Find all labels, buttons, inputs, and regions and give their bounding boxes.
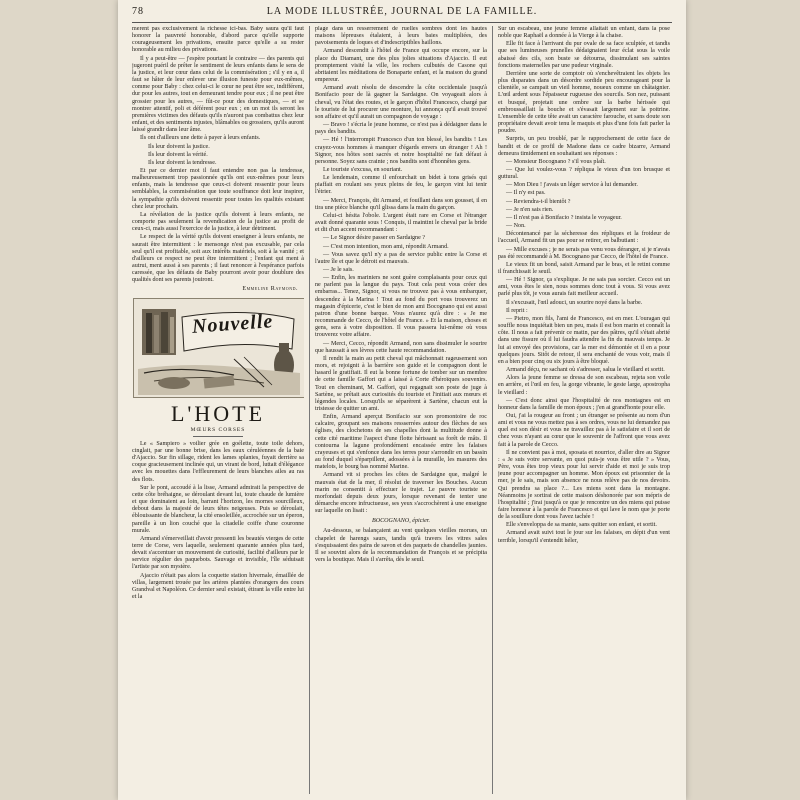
column-2 [315,26,487,794]
paragraph: Armand vit si proches les côtes de Sardaigne que, malgré le mauvais état de la mer, il résolut de traverser les Bouches. Aucun marin ne consentit à effectuer le trajet. Le pauvre touriste se morfondait depuis deux jours, lorsque revenant de tenter une démarche encore infructueuse, ses yeux s'accrochèrent à une enseigne sur laquelle on lisait : [315,472,487,515]
paragraph: — Bravo ! s'écria le jeune homme, ce n'est pas à dédaigner dans le pays des bandits. [315,122,487,136]
paragraph: Il ne convient pas à moi, sposata et nourrice, d'aller dire au Signor : « Je suis votre servante, en quoi puis-je vous être utile ? » Vous, Père, vous êtes trop vieux pour lui servir d'aide et moi je suis trop jeune pour accompagner un homme. Mon époux est prisonnier de la mer, je le sais, mais son absence ne nous relève pas de nos devoirs. Qui prendra sa place ?... Les miens sont dans la montagne. Néanmoins je sortirai de cette maison déshonorée par son mépris de l'hospitalité ; j'irai jusqu'à ce que je rencontre un des miens qui puisse faire honneur à la parole de Francesco et qui lave le nom que je porte de la souillure dont vous l'avez tachée ! [498,449,670,521]
paragraph: — Je le sais. [323,267,354,273]
magazine-page [118,0,686,800]
running-title: LA MODE ILLUSTRÉE, JOURNAL DE LA FAMILLE. [266,6,538,17]
paragraph: Au-dessous, se balançaient au vent quelques vieilles morues, un chapelet de harengs saurs, tandis qu'à travers les vitres sales s'esquissaient des pains de savon et des paquets de chandelles jaunies. Il se souvint alors de la recommandation de François et se précipita vers la boutique. Mais il s'arrêta, dès le seuil. [315,528,487,564]
paragraph: Alors la jeune femme se dressa de son escabeau, rejeta son voile en arrière, et l'œil en feu, la gorge vibrante, le geste large, apostropha le vieillard : [498,375,670,396]
paragraph: — Il n'y est pas. [506,190,546,197]
paragraph: Il s'excusait, l'œil adouci, un sourire noyé dans la barbe. [506,299,643,306]
column-rule [309,26,310,794]
paragraph: — Que lui voulez-vous ? répliqua le vieux d'un ton brusque et guttural. [498,166,670,181]
paragraph: — Merci, Cecco, répondit Armand, non sans dissimuler le sourire que haussait à ses lèvres cette haute recommandation. [315,340,487,354]
title-rule [193,436,243,437]
paragraph: Il reprit : [506,307,528,314]
paragraph: Décontenancé par la sécheresse des répliques et la froideur de l'accueil, Armand fit un pas pour se retirer, en balbutiant : [498,231,670,245]
paragraph: Sur le pont, accoudé à la lisse, Armand admirait la perspective de cette côte bréhaigne, se déroulant devant lui, toute chaude de lumière et que dominaient au loin, barrant l'horizon, les mornes sourcilleux, debout dans la majesté de leurs têtes neigeuses. Puis se déroulait, éblouissante de blancheur, la cité ensoleillée, accrochée sur un éperon, pareille à un lion couché que la citadelle coiffe d'une couronne murale. [132,484,304,534]
paragraph: Celui-ci hésita l'obole. L'argent était rare en Corse et l'étranger avait donné quarante sous ! Conquis, il maintint le cheval par la bride et dit d'un accent recommandant : [315,212,487,234]
column-3 [498,26,670,794]
page-number: 78 [132,6,144,17]
illustration-word-nouvelle: Nouvelle [191,309,274,338]
paragraph: Elle fit face à l'arrivant du pur ovale de sa face sculptée, et tandis que ses lumineuses prunelles dédaignaient leur éclat sous la voile abaissé des cils, son buste se détourna, dissimulant ses saintes fonctions maternelles par une pudeur virginale. [498,41,670,69]
paragraph: Ils leur doivent la tendresse. [148,159,217,166]
paragraph: Armand avait suivi tout le jour sur les falaises, en dépit d'un vent terrible, lorsqu'il s'entendit héler, [498,530,670,544]
paragraph: — Hé ! Signor, ça s'explique. Je ne sais pas sorcier. Cecco est un ami, vous êtes le sien, nous sommes donc tout à vous. Si vous avez parlé plus tôt, je vous aurais fait meilleur accueil. [498,277,670,298]
paragraph: — Non. [506,223,526,230]
paragraph: — Pietro, mon fils, l'ami de Francesco, est en mer. L'ouragan qui souffle nous inquiétait bien un peu, mais il est bon marin et connaît la côte. Il nous a fait prévenir ce matin, par des pâtres, qu'il s'était abrité dans une fissure où il lui faudra attendre la fin du mauvais temps. Je lui ai envoyé des provisions, car la mer est démontée et il en a pour quelques jours. Sitôt de retour, il sera enchanté de vous voir, mais il en a bien pour cinq ou six jours à être bloqué. [498,315,670,365]
paragraph: Oui, j'ai la rougeur au front ; un étranger se présente au nom d'un ami et vous ne vous mettez pas à ses ordres, vous ne lui demandez pas quel est son désir et vous ne travaillez pas à le satisfaire et il sort de chez vous n'ayant au cœur que le souvenir de l'affront que vous avez fait à la parole de Cecco. [498,412,670,448]
paragraph: — Le Signor désire passer en Sardaigne ? [323,235,426,242]
paragraph: Ils leur doivent la vérité. [148,151,208,158]
story-subtitle: MŒURS CORSES [190,426,246,433]
paragraph: — Vous savez qu'il n'y a pas de service public entre la Corse et l'autre île et que le détroit est mauvais. [315,251,487,265]
paragraph: — Enfin, les mariniers ne sont guère complaisants pour ceux qui ne parlent pas la langue du pays. Tout cela peut vous créer des embarras... Tenez, Signor, si vous ne trouvez pas à vous embarquer, descendez à la Marina ! Tout au fond du port vous trouverez un magasin d'épicerie, c'est le bien de mon ami Bocognano qui est aussi patron d'une bonne barque. Vous n'aurez qu'à dire : « Je me recommande de Cecco, de l'hôtel de France. » Et la maison, choses et gens, sera à votre disposition. Il vous passera lui-même où vous trouverez votre affaire. [315,275,487,339]
paragraph: Le vieux fit un bond, saisit Armand par le bras, et le retint comme il franchissait le seuil. [498,261,670,275]
paragraph: — Merci, François, dit Armand, et fouillant dans son gousset, il en tira une pièce blanche qu'il glissa dans la main du garçon. [315,197,487,211]
paragraph: — Reviendra-t-il bientôt ? [506,198,571,205]
paragraph: Le lendemain, comme il enfourchait un bidet à tons grisés qui piaffait en roulant ses yeux pleins de feu, le garçon vint lui tenir l'étrier. [315,175,487,196]
paragraph: Le « Sampiero » voilier grée en goélette, toute toile dehors, cinglait, par une bonne brise, dans les eaux céruléennes de la baie d'Ajaccio. Sur fin sillage, rident les lames splanies, fuyait derrière sa coque gracieusement inclinée qui, un virant de bord, luttait d'élégance avec les mouettes dans l'effleurement de leurs blanches ailes au ras des flots. [132,440,304,483]
paragraph: Ils ont d'ailleurs une dette à payer à leurs enfants. [140,135,261,142]
paragraph: — Il n'est pas à Bonifacio ? insista le voyageur. [506,214,622,221]
paragraph: — Mille excuses ; je ne serais pas venu vous déranger, si je n'avais pas été recommandé à M. Bocognano par Cecco, de l'hôtel de France. [498,246,670,260]
story-title: L'HOTE [170,400,266,426]
paragraph: Il rendit la main au petit cheval qui mâchonnait rageusement son mors, et rejoignit à la barrière son guide et le compagnon dont le hasard le gratifiait. Il eut la bonne fortune de tomber sur un membre de cette famille Gaffori qui a laissé à Corte d'héroïques souvenirs. Tout en cheminant, M. Gaffori, qui regagnait son poste de juge à Sartène, se prêtait aux curiosités du touriste et l'initiait aux mœurs et légendes locales. Lorsqu'ils se séparèrent à Sartène, chacun eut la tristesse de quitter un ami. [315,355,487,412]
facing-page-edge-left [0,0,118,800]
column-1 [132,26,304,794]
paragraph: plage dans un resserrement de ruelles sombres dont les hautes maisons lépreuses étalaient, à leurs baies multipliées, des pavoisements de loques et d'indescriptibles haillons. [315,26,487,47]
paragraph: Ils leur doivent la justice. [148,143,210,150]
paragraph: Ajaccio n'était pas alors la coquette station hivernale, émaillée de villas, largement trouée par les artères plantées d'orangers des cours Grandval et Napoléon. Ce dernier seul existait, étirant la ville entre lui et la [132,572,304,601]
facing-page-edge-right [686,0,800,800]
paragraph: Surpris, un peu troublé, par le rapprochement de cette face de bandit et de ce profil de Madone dans ce cadre bizarre, Armand demeura timidement en souhaitant ses réponses : [498,136,670,157]
header-rule [132,22,672,23]
paragraph: — Monsieur Bocognano ? s'il vous plaît. [506,158,606,165]
paragraph: merent pas exclusivement la richesse ici-bas. Baby saura qu'il faut honorer la pauvreté honorable, d'abord parce qu'elle supporte courageusement les privations, ensuite parce qu'elle a su rester honorable au milieu des privations. [132,26,304,54]
paragraph: Armand descendit à l'hôtel de France qui occupe encore, sur la place du Diamant, une des plus jolies situations d'Ajaccio. Il eut promptement visité la ville, les rochers culbutés de Casone qui abritaient les méditations de Bonaparte enfant, et la maison du grand empereur. [315,48,487,84]
paragraph: — C'est donc ainsi que l'hospitalité de nos montagnes est en honneur dans la famille de mon époux ; j'en ai grand'honte pour elle. [498,397,670,411]
paragraph: — C'est mon intention, mon ami, répondit Armand. [323,243,449,250]
paragraph: Armand avait résolu de descendre la côte occidentale jusqu'à Bonifacio pour de là gagner la Sardaigne. On voyageait alors à cheval, vu l'état des routes, et le garçon d'hôtel Francesco, chargé par le touriste de lui procurer une monture, lui annonça qu'il avait trouvé son affaire et qu'il aurait un compagnon de voyage : [315,85,487,120]
paragraph: Enfin, Armand aperçut Bonifacio sur son promontoire de roc calcaire, groupant ses maisons ressserrées autour des flèches de ses églises, des clochetons de ses chapelles dont la multitude donne à cette cité maritime l'aspect d'une flotte hérissant sa forêt de mâts. Il contourna la lagune profondément encaissée entre les falaises crayeuses et qui s'enfonce dans les terres pour s'arrondir en un bassin au fond duquel s'éparpillent, adossées à la muraille, les masures des matelots, le bourg bas nommé Marine. [315,414,487,471]
paragraph: — Mon Dieu ! j'avais un léger service à lui demander. [506,182,638,189]
paragraph: — Hé ! l'interrompit Francesco d'un ton blessé, les bandits ! Les crayez-vous hommes à manquer d'égards envers un étranger ! Ah ! Signor, nos hôtes sont sacrés et notre hospitalité ne fait défaut à personne. Soyez sans crainte ; nos bandits sont d'honnêtes gens. [315,137,487,165]
author-signature: Emmeline Raymond. [242,286,298,293]
page-header [132,6,672,20]
paragraph: Derrière une sorte de comptoir où s'enchevêtraient les objets les plus disparates dans un désordre sordide peu encourageant pour la clientèle, se campait un vieil homme, noueux comme un châtaignier. L'œil ardent sous l'épaisseur rugueuse des sourcils. Son nez, puissant et busqué, projetait une ombre sur la barbe hérissée qui embroussaillait la bouche et s'évasait largement sur la poitrine. L'ensemble de cette tête avait un caractère farouche, et sans doute son propriétaire devait avoir tenu le maquis et plus d'une fois fait parler la poudre. [498,70,670,135]
paragraph: Il y a peut-être — j'espère pourtant le contraire — des parents qui jugeront puéril de prêter le sentiment de leurs enfants dans le sens de la justice, et leur cœur dans celui de la commisération ; s'il y en a, il faut se hâter de leur enlever une illusion funeste pour eux-mêmes, comme pour Baby : chez celui-ci le cœur ne peut être sec, indifférent, dur pour les autres, tout en demeurant tendre pour eux ; il ne peut être grossier pour les autres, — fût-ce pour des domestiques, — et se montrer attentif, poli et déférent pour eux ; en un mot ils seront les premières victimes des défauts qu'ils n'auront pas combattus chez leur enfant, et des sentiments injustes, blâmables ou grossiers, qu'ils auront laissé grandir dans leur âme. [132,55,304,134]
paragraph: — Je n'en sais rien. [506,206,554,213]
story-heading [132,402,304,437]
paragraph: Le touriste s'excusa, en souriant. [323,166,403,173]
column-rule [492,26,493,794]
paragraph: Elle s'enveloppa de sa mante, sans quitter son enfant, et sortit. [506,522,657,529]
paragraph: Armand déçu, ne sachant où s'adresser, salua le vieillard et sortit. [506,367,665,374]
shop-sign: BOCOGNANO, épicier. [371,518,431,525]
paragraph: Armand s'émerveillait d'avoir pressenti les beautés vierges de cette terre de Corse, vers laquelle, seulement quarante années plus tard, devait s'accentuer un mouvement de curiosité, facilité d'ailleurs par le service régulier des paquebots. Sauvage et invisible, l'île séduisait l'artiste par son mystère. [132,535,304,571]
paragraph: Sur un escabeau, une jeune femme allaitait un enfant, dans la pose noble que Raphaël a donnée à la Vierge à la chaise. [498,26,670,40]
paragraph: Et par ce dernier mot il faut entendre non pas la tendresse, malheureusement trop passionnée qu'ils ont eux-mêmes pour leurs enfants, mais la tendresse que ceux-ci doivent ressentir pour leurs semblables, la commisération que toute souffrance doit leur inspirer, la sympathie qu'ils doivent ressentir pour toutes les qualités existant chez leur prochain. [132,167,304,210]
paragraph: La révélation de la justice qu'ils doivent à leurs enfants, ne comporte pas seulement la revendication de la justice au profit de ceux-ci, mais aussi l'exercice de la justice, à leur détriment. [132,211,304,233]
nouvelle-illustration [133,298,304,398]
paragraph: Le respect de la vérité qu'ils doivent enseigner à leurs enfants, ne saurait être intermittent : le mensonge n'est pas excusable, par cela seul qu'il est profitable, soit aux intérêts matériels, soit à la vanité ; et d'ailleurs ce respect ne peut être intermittent ; l'enfant qui ment à autrui, ment aussi à ses parents ; il faut renoncer à l'espérance parfois caressée, que les défauts de Baby pourront avoir pour doublure des qualités dont ses parents jouiront. [132,234,304,284]
